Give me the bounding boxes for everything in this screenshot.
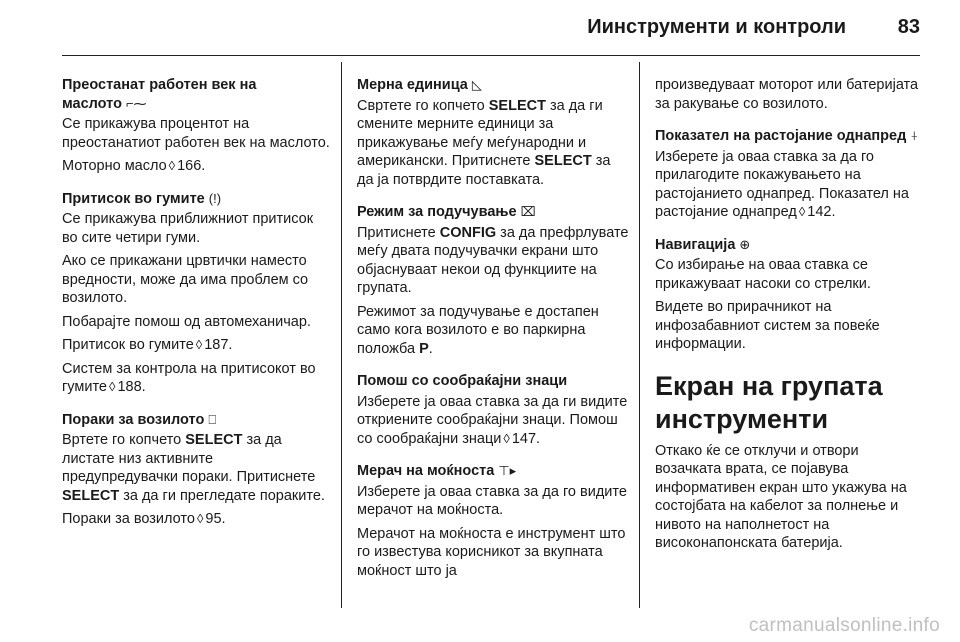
paragraph: Со избирање на оваа ставка се прикажуваат насоки со стрелки. [655, 257, 871, 292]
section-traffic-sign-assist [357, 372, 629, 448]
paragraph: Режимот за подучување е достапен само кога возилото е во паркирна положба P. [357, 303, 599, 357]
section-heading: Помош со сообраќајни знаци [357, 373, 568, 389]
vehicle-messages-icon: ⎕ [208, 411, 217, 427]
cross-reference: Изберете ја оваа ставка за да ги видите откриените сообраќајни знаци. Помош со сообраќајни знаци ◊ 147. [357, 393, 628, 447]
paragraph: Се прикажува процентот на преостанатиот работен век на маслото. [62, 116, 330, 151]
cross-reference: Притисок во гумите ◊ 187. [62, 337, 233, 353]
paragraph: Се прикажува приближниот притисок во сите четири гуми. [62, 211, 314, 246]
section-tire-pressure [62, 190, 330, 397]
section-continued [655, 76, 925, 113]
paragraph: Свртете го копчето SELECT за да ги смените мерните единици за прикажување меѓу меѓународни и американски. Притиснете SELECT за да ја потврдите поставката. [357, 97, 611, 188]
units-icon: ◺ [471, 77, 482, 92]
section-heading: Режим за подучување ⌧ [357, 204, 536, 220]
following-distance-icon: ⍭ [910, 128, 919, 143]
xref-icon: ◊ [196, 511, 204, 526]
paragraph: Видете во прирачникот на инфозабавниот систем за повеќе информации. [655, 299, 880, 352]
cross-reference: Систем за контрола на притисокот во гумите ◊ 188. [62, 360, 316, 395]
section-vehicle-messages [62, 411, 330, 529]
section-teach-mode [357, 203, 629, 358]
xref-icon: ◊ [109, 379, 116, 394]
cross-reference: Изберете ја оваа ставка за да го прилагодите покажувањето на растојанието однапред. Показател на растојание однапред ◊ 142. [655, 148, 909, 220]
xref-icon: ◊ [503, 430, 510, 446]
display-theme-icon: ⌧ [520, 204, 536, 219]
section-heading: Притисок во гумите (!) [62, 190, 222, 207]
paragraph: Изберете ја оваа ставка за да го видите мерачот на моќноста. [357, 483, 627, 518]
oil-life-icon: ⌐⁓ [125, 95, 147, 111]
column-divider [639, 62, 640, 608]
section-oil-life [62, 76, 330, 176]
header-rule [62, 55, 920, 56]
cross-reference: Моторно масло ◊ 166. [62, 158, 206, 174]
column-divider [341, 62, 342, 608]
paragraph: Притиснете CONFIG за да префрлувате меѓу двата подучувачки екрани што објаснуваат некои од функциите на групата. [357, 224, 629, 296]
paragraph: Побарајте помош од автомеханичар. [62, 313, 311, 330]
chapter-heading: Екран на групата инструменти [655, 370, 883, 434]
paragraph: произведуваат моторот или батеријата за ракување со возилото. [655, 77, 919, 112]
power-meter-icon: ⊤▸ [498, 463, 517, 478]
page-header-title: Иинструменти и контроли [587, 16, 846, 38]
section-units [357, 76, 629, 189]
tire-pressure-icon: (!) [208, 190, 222, 206]
paragraph: Ако се прикажани црвтички наместо вредности, може да има проблем со возилото. [62, 253, 309, 306]
paragraph: Мерачот на моќноста е инструмент што го известува корисникот за вкупната моќност што ја [357, 525, 626, 579]
paragraph: Откако ќе се отклучи и отвори возачката врата, се појавува информативен екран што укажува на состојбата на кабелот за полнење и нивото на наполнетост на високонапонската батерија. [655, 442, 907, 551]
xref-icon: ◊ [798, 204, 806, 219]
section-navigation [655, 236, 925, 354]
section-heading: Показател на растојание однапред ⍭ [655, 128, 919, 144]
xref-icon: ◊ [195, 337, 203, 352]
navigation-icon: ⊕ [739, 236, 751, 252]
section-following-distance [655, 127, 925, 222]
paragraph: Вртете го копчето SELECT за да листате низ активните предупредувачки пораки. Притиснете SELECT за да ги прегледате пораките. [62, 432, 325, 504]
xref-icon: ◊ [168, 158, 176, 173]
section-heading: Навигација ⊕ [655, 236, 751, 253]
page-number: 83 [897, 16, 920, 38]
column-2 [357, 76, 629, 594]
column-1 [62, 76, 330, 543]
section-heading: Преостанат работен век на маслото ⌐⁓ [62, 77, 257, 112]
section-power-meter [357, 462, 629, 580]
section-heading: Мерач на моќноста ⊤▸ [357, 463, 517, 479]
cross-reference: Пораки за возилото ◊ 95. [62, 511, 226, 527]
section-heading: Пораки за возилото ⎕ [62, 411, 217, 428]
column-3 [655, 76, 925, 558]
watermark: carmanualsonline.info [748, 615, 940, 636]
section-heading: Мерна единица ◺ [357, 77, 482, 93]
